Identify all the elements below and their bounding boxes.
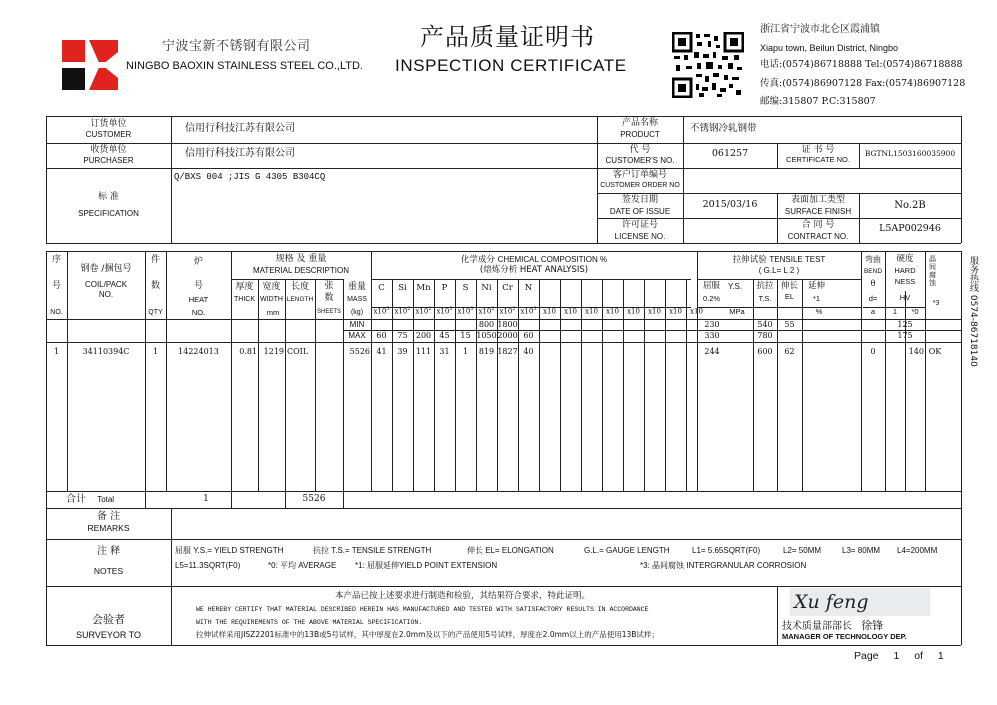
certno-label-cn: 证 书 号	[801, 145, 835, 155]
chem-multiplier-exp: 2	[407, 306, 411, 312]
chem-multiplier	[581, 307, 602, 315]
service-hotline: 服务热线 0574-86718140	[968, 256, 978, 367]
chem-multiplier-exp: 3	[386, 306, 390, 312]
col-ic-note: *3	[932, 300, 940, 307]
col-el-en: EL	[784, 292, 795, 301]
col-thick-en: THICK	[234, 296, 255, 303]
chem-max: 200	[415, 331, 432, 340]
col-coil-cn: 钢卷 /捆包号	[80, 264, 132, 274]
col-hard-hv: HV	[899, 293, 911, 302]
doc-title-en: INSPECTION CERTIFICATE	[395, 56, 627, 75]
row-qty: 1	[152, 347, 159, 356]
col-mm: mm	[266, 308, 280, 317]
total-label	[66, 494, 114, 506]
col-hard-en1: HARD	[894, 266, 916, 275]
tmin-ys: 230	[704, 320, 720, 329]
col-chem-cn: 化学成分	[460, 255, 495, 265]
col-heat-cn1: 炉	[193, 257, 203, 267]
row-coil: 34110394C	[82, 347, 130, 356]
col-mass-cn: 重量	[347, 282, 366, 292]
chem-max: 75	[397, 331, 408, 340]
col-qty-en: QTY	[148, 309, 163, 316]
col-pct: %	[815, 307, 823, 316]
col-sheets-cn2: 数	[324, 293, 334, 303]
license-label-cn: 许可证号	[621, 220, 658, 230]
col-sheets-en: SHEETS	[316, 309, 341, 315]
page-current: 1	[893, 650, 900, 662]
col-hard-cn: 硬度	[896, 254, 914, 264]
doc-title-cn: 产品质量证明书	[420, 23, 595, 51]
fax-line: 传真:(0574)86907128 Fax:(0574)86907128	[760, 78, 966, 89]
chem-multiplier	[476, 307, 497, 315]
contract-value: L5AP002946	[879, 223, 941, 234]
col-ys-en: Y.S.	[728, 282, 743, 291]
issue-label-cn: 签发日期	[621, 195, 658, 205]
chem-multiplier-base: x10	[627, 307, 640, 316]
col-hard-1: 1	[892, 307, 898, 316]
note-1: 屈服 Y.S.= YIELD STRENGTH	[175, 546, 284, 555]
row-ic: OK	[928, 347, 942, 356]
phone-line: 电话:(0574)86718888 Tel:(0574)86718888	[760, 59, 963, 70]
row-chem-value: 31	[439, 347, 450, 356]
col-matdesc-en: MATERIAL DESCRIPTION	[252, 266, 349, 275]
chem-multiplier	[392, 307, 413, 315]
col-ts-cn: 抗拉	[756, 281, 774, 291]
surveyor-label-en: SURVEYOR TO	[75, 630, 142, 640]
customer-label-cn: 订货单位	[90, 119, 127, 129]
row-chem-value: 1	[462, 347, 469, 356]
col-seq-cn1: 序	[51, 255, 61, 265]
chem-multiplier-exp: 2	[491, 306, 495, 312]
col-gl: ( G.L= L 2 )	[758, 266, 800, 275]
chem-multiplier	[518, 307, 539, 315]
page-of: of	[914, 650, 923, 662]
chem-multiplier	[434, 307, 455, 315]
chem-element-label: Cr	[502, 283, 513, 293]
note-9: L5=11.3SQRT(F0)	[175, 561, 241, 570]
row-chem-value: 41	[376, 347, 387, 356]
min-label: MIN	[349, 320, 365, 329]
note-10: *0: 平均 AVERAGE	[268, 561, 337, 570]
chem-multiplier-base: x10	[648, 307, 661, 316]
chem-multiplier-base: x10	[606, 307, 619, 316]
purchaser-value: 信用行科技江苏有限公司	[185, 148, 295, 159]
row-bend: 0	[870, 347, 876, 356]
chem-multiplier	[413, 307, 434, 315]
chem-multiplier	[665, 307, 686, 315]
col-coil-en1: COIL/PACK	[84, 280, 128, 289]
col-tensile-cn: 拉伸试验	[732, 255, 767, 265]
col-ex-en: *1	[812, 294, 821, 303]
col-tensile-title	[697, 255, 861, 266]
finish-label-en: SURFACE FINISH	[784, 207, 852, 216]
row-chem-value: 1827	[497, 347, 518, 356]
total-label-en: Total	[97, 495, 115, 504]
chem-multiplier	[497, 307, 518, 315]
row-hv: 140	[908, 347, 924, 356]
row-chem-value: 40	[523, 347, 534, 356]
chem-max: 2000	[497, 331, 518, 340]
chem-multiplier-base: x10	[690, 307, 703, 316]
note-7: L3= 80MM	[842, 546, 881, 555]
row-length: COIL	[287, 347, 309, 356]
chem-multiplier-base: x10	[499, 307, 513, 316]
chem-max: 45	[439, 331, 450, 340]
col-chem-sub: (熔炼分析 HEAT ANALYSIS)	[479, 265, 589, 275]
tmax-ts: 780	[757, 331, 773, 340]
custno-label-cn: 代 号	[629, 145, 651, 155]
address-cn: 浙江省宁波市北仑区霞浦镇	[760, 24, 880, 35]
chem-multiplier-exp: 3	[449, 306, 453, 312]
certify-en-1: WE HEREBY CERTIFY THAT MATERIAL DESCRIBED HEREIN HAS MANUFACTURED AND TESTED WITH SATISFACTORY RESULTS IN ACCORDANCE	[196, 606, 649, 613]
company-logo	[62, 38, 118, 92]
chem-max: 60	[376, 331, 387, 340]
chem-multiplier-base: x10	[394, 307, 408, 316]
chem-min: 1800	[497, 320, 518, 329]
row-chem-value: 111	[415, 347, 432, 356]
col-sheets-cn1: 张	[324, 281, 334, 291]
surveyor-label-cn: 会验者	[92, 613, 125, 626]
custno-label-en: CUSTOMER'S NO.	[605, 156, 675, 165]
manager-name: 徐锋	[861, 619, 884, 632]
col-el-cn: 伸长	[780, 281, 798, 291]
col-tensile-en: TENSILE TEST	[769, 255, 826, 264]
row-thick: 0.81	[239, 347, 257, 356]
chem-element-label: P	[441, 283, 448, 293]
spec-label-cn: 标 准	[98, 192, 119, 202]
chem-multiplier-base: x10	[373, 307, 387, 316]
col-bend-a: a	[870, 307, 876, 316]
chem-max: 60	[523, 331, 534, 340]
col-heat-en1: HEAT	[188, 295, 209, 304]
certify-cn: 本产品已按上述要求进行制造和检验，其结果符合要求，特此证明。	[335, 591, 591, 601]
col-qty-cn1: 件	[150, 255, 160, 265]
hmax: 175	[897, 331, 913, 340]
finish-value: No.2B	[894, 200, 926, 211]
issue-value: 2015/03/16	[702, 199, 758, 210]
max-label: MAX	[348, 331, 366, 340]
page-total: 1	[937, 650, 944, 662]
col-mass-kg: (kg)	[350, 309, 364, 316]
purchaser-label-cn: 收货单位	[90, 145, 127, 155]
col-hard-0: *0	[911, 307, 919, 316]
chem-multiplier-base: x10	[457, 307, 471, 316]
chem-multiplier-base: x10	[585, 307, 598, 316]
note-8: L4=200MM	[897, 546, 938, 555]
row-mass: 5526	[349, 347, 370, 356]
row-ys: 244	[704, 347, 720, 356]
contract-label-en: CONTRACT NO.	[787, 232, 849, 241]
col-length-en: LENGTH	[286, 296, 314, 303]
row-chem-value: 819	[478, 347, 495, 356]
row-heat: 14224013	[178, 347, 219, 356]
postcode-line: 邮编:315807 P.C:315807	[760, 96, 876, 107]
chem-min: 800	[478, 320, 495, 329]
note-2: 抗拉 T.S.= TENSILE STRENGTH	[313, 546, 432, 555]
order-label-cn: 客户订单编号	[612, 170, 667, 180]
issue-label-en: DATE OF ISSUE	[609, 207, 671, 216]
col-width-en: WIDTH	[260, 296, 283, 303]
row-el: 62	[784, 347, 795, 356]
col-thick-cn: 厚度	[235, 282, 254, 292]
product-value: 不锈钢冷轧钢带	[690, 123, 757, 134]
row-seq: 1	[53, 347, 60, 356]
chem-element-label: S	[462, 283, 469, 293]
col-heat-en2: NO.	[191, 308, 206, 317]
col-mpa: MPa	[729, 307, 745, 316]
hmin: 125	[897, 320, 913, 329]
remarks-label-en: REMARKS	[87, 523, 130, 533]
chem-multiplier-base: x10	[543, 307, 556, 316]
col-bend-d: d=	[868, 294, 878, 303]
row-width: 1219	[263, 347, 284, 356]
company-name-cn: 宁波宝新不锈钢有限公司	[162, 39, 311, 54]
signature-text: Xu feng	[794, 591, 869, 613]
col-ex-cn: 延伸	[807, 281, 825, 291]
chem-multiplier	[560, 307, 581, 315]
col-matdesc-cn: 规格 及 重量	[275, 254, 327, 264]
chem-multiplier	[623, 307, 644, 315]
col-ys-cn: 屈服	[703, 281, 721, 291]
chem-multiplier	[455, 307, 476, 315]
chem-max: 15	[460, 331, 471, 340]
note-3: 伸长 EL= ELONGATION	[467, 546, 554, 555]
col-seq-en: NO.	[50, 309, 63, 316]
chem-multiplier-base: x10	[669, 307, 682, 316]
col-hard-en2: NESS	[894, 277, 916, 286]
certno-value: BGTNL1503160035900	[864, 149, 956, 158]
notes-label-en: NOTES	[93, 566, 124, 576]
order-label-en: CUSTOMER ORDER NO	[600, 182, 680, 189]
page-indicator	[854, 650, 944, 662]
chem-multiplier	[371, 307, 392, 315]
manager-title	[782, 620, 883, 633]
chem-multiplier	[539, 307, 560, 315]
chem-element-label: C	[378, 283, 385, 293]
tmin-el: 55	[784, 320, 795, 329]
contract-label-cn: 合 同 号	[801, 220, 835, 230]
total-label-cn: 合计	[66, 494, 86, 505]
col-mass-en: MASS	[347, 296, 367, 303]
col-width-cn: 宽度	[262, 282, 281, 292]
spec-value: Q/BXS 004 ;JIS G 4305 B304CQ	[174, 172, 326, 182]
product-label-cn: 产品名称	[621, 118, 658, 128]
custno-value: 061257	[711, 148, 749, 159]
note-4: G.L.= GAUGE LENGTH	[584, 546, 670, 555]
chem-multiplier	[602, 307, 623, 315]
chem-element-label: Mn	[416, 283, 431, 293]
page-label: Page	[854, 650, 879, 662]
col-chem-en: CHEMICAL COMPOSITION %	[497, 255, 608, 264]
spec-label-en: SPECIFICATION	[78, 209, 139, 218]
col-length-cn: 长度	[290, 282, 309, 292]
col-seq-cn2: 号	[51, 281, 61, 291]
total-qty: 1	[203, 494, 209, 504]
chem-element-label: N	[524, 283, 533, 293]
col-bend-theta: θ	[870, 279, 876, 288]
manager-title-en: MANAGER OF TECHNOLOGY DEP.	[782, 632, 907, 641]
note-11: *1: 屈服延伸YIELD POINT EXTENSION	[355, 561, 498, 570]
chem-multiplier-base: x10	[436, 307, 450, 316]
product-label-en: PRODUCT	[620, 130, 660, 139]
chem-multiplier	[644, 307, 665, 315]
qr-code	[672, 32, 744, 98]
col-coil-en2: NO.	[98, 290, 114, 299]
chem-max: 1050	[476, 331, 497, 340]
col-bend-en: BEND	[863, 268, 883, 275]
row-chem-value: 39	[397, 347, 408, 356]
chem-multiplier-base: x10	[564, 307, 577, 316]
col-bend-cn: 弯曲	[865, 255, 881, 264]
col-ts-en: T.S.	[758, 294, 772, 303]
total-mass: 5526	[302, 494, 326, 504]
note-6: L2= 50MM	[783, 546, 822, 555]
chem-multiplier-base: x10	[415, 307, 429, 316]
note-5: L1= 5.65SQRT(F0)	[692, 546, 761, 555]
col-ys-pct: 0.2%	[703, 294, 721, 303]
tmin-ts: 540	[757, 320, 773, 329]
signature-image	[790, 588, 930, 616]
row-ts: 600	[757, 347, 773, 356]
address-en: Xiapu town, Beilun District, Ningbo	[760, 43, 899, 53]
chem-multiplier-exp: 3	[533, 306, 537, 312]
customer-value: 信用行科技江苏有限公司	[185, 123, 295, 134]
chem-element-label: Si	[398, 283, 407, 293]
col-heat-cn2: 号	[193, 281, 203, 291]
chem-multiplier-exp: 3	[470, 306, 474, 312]
manager-title-cn: 技术质量部部长	[782, 621, 852, 632]
certify-note: 拉伸试样采用JISZ2201标准中的13B或5号试样，其中厚度在2.0mm及以下的产品使用5号试样，厚度在2.0mm以上的产品使用13B试样；	[196, 630, 659, 639]
license-label-en: LICENSE NO.	[614, 232, 666, 241]
chem-multiplier-exp: 2	[512, 306, 516, 312]
customer-label-en: CUSTOMER	[85, 130, 132, 139]
chem-multiplier-base: x10	[520, 307, 534, 316]
certify-en-2: WITH THE REQUIREMENTS OF THE ABOVE MATERIAL SPECIFICATION.	[196, 619, 423, 626]
finish-label-cn: 表面加工类型	[790, 195, 845, 205]
certno-label-en: CERTIFICATE NO.	[786, 155, 850, 164]
tmax-ys: 330	[704, 331, 720, 340]
col-qty-cn2: 数	[150, 281, 160, 291]
col-ic-cn: 晶间腐蚀	[929, 255, 936, 287]
chem-multiplier-exp: 2	[428, 306, 432, 312]
remarks-label-cn: 备 注	[96, 511, 121, 522]
note-12: *3: 晶间腐蚀 INTERGRANULAR CORROSION	[640, 561, 807, 570]
chem-multiplier-base: x10	[478, 307, 492, 316]
chem-element-label: Ni	[481, 283, 492, 293]
purchaser-label-en: PURCHASER	[83, 156, 134, 165]
notes-label-cn: 注 释	[96, 546, 121, 557]
company-name-en: NINGBO BAOXIN STAINLESS STEEL CO.,LTD.	[126, 60, 363, 72]
